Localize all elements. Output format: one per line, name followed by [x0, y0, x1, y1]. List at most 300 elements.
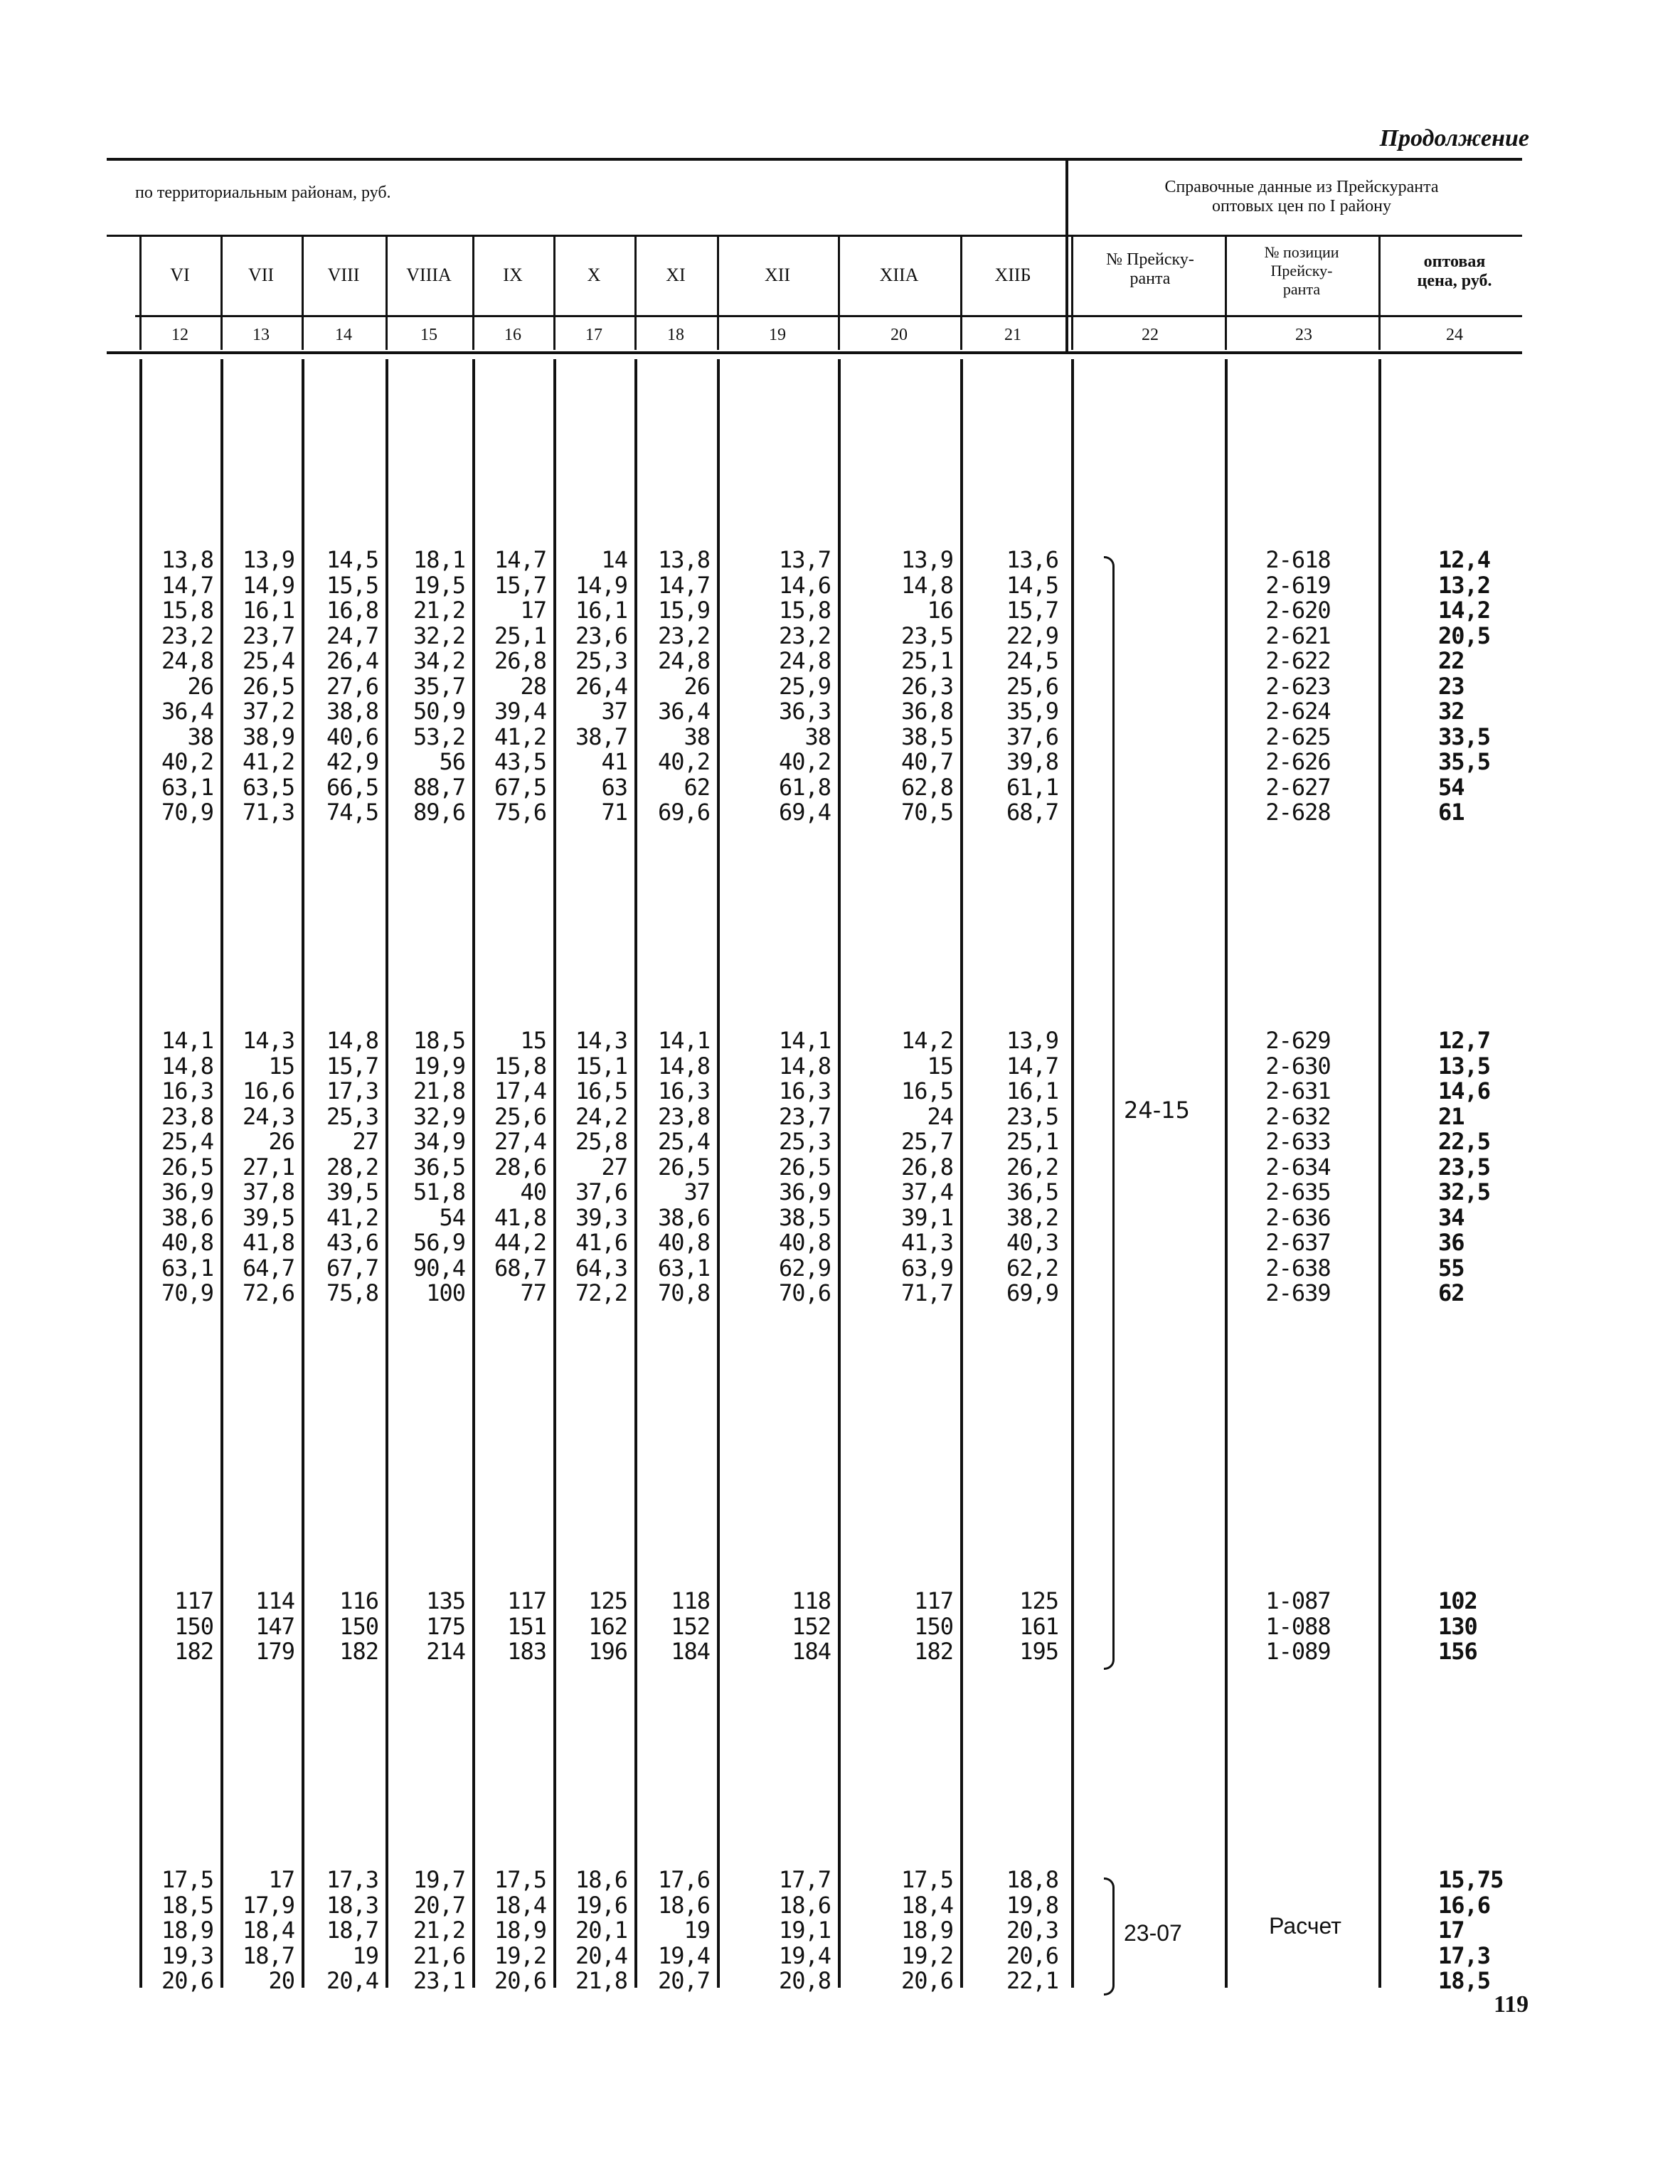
price-cell: 25,4	[242, 647, 294, 674]
price-cell: 27,6	[326, 672, 378, 700]
price-cell: 19,2	[494, 1941, 546, 1969]
price-cell: 20,6	[161, 1967, 213, 1994]
price-cell: 37,2	[242, 698, 294, 725]
price-cell: 23,8	[161, 1102, 213, 1130]
position-cell: 2-634	[1265, 1153, 1331, 1181]
region-column	[636, 1589, 710, 1665]
price-cell: 64,7	[242, 1254, 294, 1282]
price-cell: 17,6	[657, 1866, 710, 1893]
position-cell: 2-630	[1265, 1052, 1331, 1080]
region-column	[636, 1028, 710, 1306]
price-cell: 152	[792, 1612, 831, 1640]
header-column-divider	[1071, 236, 1073, 350]
price-cell: 21,8	[575, 1967, 627, 1994]
position-cell: 2-618	[1265, 546, 1331, 573]
price-cell: 15,8	[494, 1052, 546, 1080]
position-cell: 2-637	[1265, 1229, 1331, 1256]
price-cell: 17	[268, 1866, 294, 1893]
price-cell: 14,7	[494, 546, 546, 573]
price-cell: 41,8	[242, 1229, 294, 1256]
price-cell: 34,2	[413, 647, 465, 674]
price-cell: 14,8	[161, 1052, 213, 1080]
column-number: 24	[1446, 326, 1463, 344]
position-heading-2: Прейску-	[1270, 262, 1333, 279]
price-cell: 182	[174, 1638, 213, 1665]
price-cell: 21,2	[413, 597, 465, 624]
price-cell: 19,6	[575, 1891, 627, 1919]
price-cell: 13,9	[1006, 1027, 1058, 1054]
group-right-heading-1: Справочные данные из Прейскуранта	[1164, 178, 1439, 196]
price-cell: 17,4	[494, 1077, 546, 1104]
price-cell: 25,3	[326, 1102, 378, 1130]
price-cell: 37	[601, 698, 627, 725]
position-cell: 2-622	[1265, 647, 1331, 674]
price-cell: 14,6	[778, 571, 831, 599]
price-cell: 18,7	[242, 1941, 294, 1969]
pricelist-24-15: 24-15	[1124, 1097, 1190, 1124]
region-column	[141, 1868, 213, 1994]
price-cell: 114	[255, 1587, 294, 1614]
position-cell: 2-629	[1265, 1027, 1331, 1054]
price-cell: 41,6	[575, 1229, 627, 1256]
price-cell: 38,6	[161, 1203, 213, 1231]
price-cell: 17	[520, 597, 546, 624]
price-cell: 14,1	[657, 1027, 710, 1054]
price-cell: 182	[914, 1638, 953, 1665]
price-cell: 18,9	[900, 1917, 953, 1944]
price-cell: 14,5	[1006, 571, 1058, 599]
price-cell: 50,9	[413, 698, 465, 725]
price-cell: 18,6	[778, 1891, 831, 1919]
price-cell: 26	[187, 672, 213, 700]
pricelist-heading-1: № Прейску-	[1106, 250, 1194, 269]
column-number: 23	[1295, 326, 1312, 344]
price-cell: 38,2	[1006, 1203, 1058, 1231]
region-column	[474, 548, 546, 826]
price-cell: 36,3	[778, 698, 831, 725]
price-heading-2: цена, руб.	[1417, 272, 1492, 290]
price-cell: 147	[255, 1612, 294, 1640]
region-column	[636, 548, 710, 826]
price-cell: 15,7	[1006, 597, 1058, 624]
region-column	[141, 1589, 213, 1665]
price-cell: 16,5	[900, 1077, 953, 1104]
price-cell: 63,1	[161, 1254, 213, 1282]
region-heading: VI	[170, 265, 190, 285]
region-column	[962, 1028, 1058, 1306]
wholesale-price-cell: 15,75	[1438, 1866, 1504, 1893]
price-cell: 18,9	[494, 1917, 546, 1944]
price-cell: 24,3	[242, 1102, 294, 1130]
price-cell: 63,1	[657, 1254, 710, 1282]
price-cell: 38	[187, 723, 213, 750]
wholesale-price-cell: 102	[1438, 1587, 1477, 1614]
wholesale-price-cell: 61	[1438, 799, 1464, 826]
price-cell: 39,4	[494, 698, 546, 725]
price-cell: 69,6	[657, 799, 710, 826]
wholesale-price-cell: 54	[1438, 773, 1464, 801]
body-column-divider	[1071, 359, 1074, 1988]
region-column	[839, 548, 953, 826]
column-number: 21	[1004, 326, 1021, 344]
price-cell: 40,6	[326, 723, 378, 750]
price-cell: 15,5	[326, 571, 378, 599]
wholesale-price-cell: 21	[1438, 1102, 1464, 1130]
price-cell: 40,2	[161, 748, 213, 775]
position-cell: 2-633	[1265, 1128, 1331, 1155]
region-column	[474, 1868, 546, 1994]
region-column	[962, 1589, 1058, 1665]
wholesale-price-cell: 23,5	[1438, 1153, 1491, 1181]
position-cell: 2-638	[1265, 1254, 1331, 1282]
price-cell: 19	[684, 1917, 710, 1944]
column-number: 17	[585, 326, 602, 344]
price-cell: 17,3	[326, 1866, 378, 1893]
price-cell: 62	[684, 773, 710, 801]
price-cell: 40,7	[900, 748, 953, 775]
price-cell: 71,7	[900, 1279, 953, 1306]
price-cell: 61,8	[778, 773, 831, 801]
price-cell: 41,2	[494, 723, 546, 750]
price-cell: 19,4	[657, 1941, 710, 1969]
wholesale-price-cell: 32	[1438, 698, 1464, 725]
price-cell: 17,7	[778, 1866, 831, 1893]
price-cell: 36,5	[1006, 1178, 1058, 1205]
price-cell: 35,7	[413, 672, 465, 700]
price-cell: 24,2	[575, 1102, 627, 1130]
price-cell: 39,8	[1006, 748, 1058, 775]
price-cell: 20	[268, 1967, 294, 1994]
price-cell: 44,2	[494, 1229, 546, 1256]
price-cell: 62,2	[1006, 1254, 1058, 1282]
price-cell: 88,7	[413, 773, 465, 801]
price-cell: 14,7	[657, 571, 710, 599]
position-cell: 2-625	[1265, 723, 1331, 750]
price-cell: 24,8	[657, 647, 710, 674]
price-cell: 25,6	[1006, 672, 1058, 700]
wholesale-price-cell: 13,5	[1438, 1052, 1491, 1080]
price-cell: 16,6	[242, 1077, 294, 1104]
position-column	[1241, 1028, 1355, 1306]
price-cell: 184	[671, 1638, 710, 1665]
wholesale-price-cell: 13,2	[1438, 571, 1491, 599]
price-cell: 150	[339, 1612, 378, 1640]
price-cell: 41,3	[900, 1229, 953, 1256]
region-column	[474, 1589, 546, 1665]
region-column	[555, 1028, 627, 1306]
price-cell: 37	[684, 1178, 710, 1205]
position-cell: 2-632	[1265, 1102, 1331, 1130]
header-column-divider	[1378, 236, 1381, 350]
position-column	[1241, 1589, 1355, 1665]
price-cell: 19,9	[413, 1052, 465, 1080]
price-cell: 24	[927, 1102, 953, 1130]
price-cell: 28	[520, 672, 546, 700]
column-number: 19	[769, 326, 786, 344]
price-cell: 63,1	[161, 773, 213, 801]
price-cell: 43,6	[326, 1229, 378, 1256]
price-cell: 117	[174, 1587, 213, 1614]
position-cell: 2-623	[1265, 672, 1331, 700]
column-number: 12	[171, 326, 188, 344]
price-cell: 70,9	[161, 799, 213, 826]
price-cell: 24,5	[1006, 647, 1058, 674]
price-cell: 14,7	[161, 571, 213, 599]
price-cell: 23,7	[778, 1102, 831, 1130]
price-cell: 70,9	[161, 1279, 213, 1306]
region-heading: XII	[764, 265, 791, 285]
region-heading: X	[587, 265, 601, 285]
region-column	[303, 1028, 378, 1306]
price-cell: 23,5	[1006, 1102, 1058, 1130]
price-cell: 214	[426, 1638, 465, 1665]
price-cell: 41,2	[326, 1203, 378, 1231]
price-cell: 36,8	[900, 698, 953, 725]
header-rule-1	[107, 235, 1522, 237]
price-cell: 20,3	[1006, 1917, 1058, 1944]
price-cell: 24,7	[326, 622, 378, 649]
header-rule-2	[135, 315, 1522, 317]
price-cell: 72,6	[242, 1279, 294, 1306]
wholesale-price-cell: 55	[1438, 1254, 1464, 1282]
price-cell: 117	[507, 1587, 546, 1614]
region-column	[387, 1868, 465, 1994]
price-cell: 23,7	[242, 622, 294, 649]
price-cell: 175	[426, 1612, 465, 1640]
price-cell: 40,8	[657, 1229, 710, 1256]
price-cell: 54	[439, 1203, 465, 1231]
price-cell: 14,5	[326, 546, 378, 573]
region-column	[962, 548, 1058, 826]
price-cell: 26,5	[242, 672, 294, 700]
price-cell: 22,1	[1006, 1967, 1058, 1994]
price-cell: 23,8	[657, 1102, 710, 1130]
price-cell: 41,2	[242, 748, 294, 775]
wholesale-price-column	[1438, 1028, 1524, 1306]
price-cell: 118	[671, 1587, 710, 1614]
wholesale-price-cell: 32,5	[1438, 1178, 1491, 1205]
pricelist-heading-2: ранта	[1129, 270, 1171, 288]
price-cell: 19,1	[778, 1917, 831, 1944]
price-cell: 19,5	[413, 571, 465, 599]
price-cell: 13,9	[900, 546, 953, 573]
price-cell: 51,8	[413, 1178, 465, 1205]
price-cell: 17,9	[242, 1891, 294, 1919]
price-cell: 36,9	[161, 1178, 213, 1205]
price-cell: 20,7	[413, 1891, 465, 1919]
wholesale-price-cell: 17,3	[1438, 1941, 1491, 1969]
price-cell: 36,4	[161, 698, 213, 725]
price-cell: 135	[426, 1587, 465, 1614]
region-column	[303, 1868, 378, 1994]
price-cell: 25,4	[657, 1128, 710, 1155]
price-cell: 15	[268, 1052, 294, 1080]
price-cell: 18,4	[494, 1891, 546, 1919]
price-cell: 13,6	[1006, 546, 1058, 573]
wholesale-price-cell: 156	[1438, 1638, 1477, 1665]
price-cell: 26	[268, 1128, 294, 1155]
wholesale-price-column	[1438, 1589, 1524, 1665]
price-cell: 19,2	[900, 1941, 953, 1969]
price-cell: 16,5	[575, 1077, 627, 1104]
price-cell: 16,3	[657, 1077, 710, 1104]
top-rule	[107, 158, 1522, 161]
price-cell: 74,5	[326, 799, 378, 826]
wholesale-price-cell: 34	[1438, 1203, 1464, 1231]
price-cell: 36,4	[657, 698, 710, 725]
price-cell: 24,8	[778, 647, 831, 674]
price-cell: 38,8	[326, 698, 378, 725]
region-heading: XI	[666, 265, 686, 285]
price-cell: 17,5	[900, 1866, 953, 1893]
price-cell: 14,3	[575, 1027, 627, 1054]
price-cell: 16,1	[242, 597, 294, 624]
price-cell: 18,9	[161, 1917, 213, 1944]
price-cell: 38,7	[575, 723, 627, 750]
region-column	[962, 1868, 1058, 1994]
price-cell: 125	[1019, 1587, 1058, 1614]
price-cell: 37,6	[575, 1178, 627, 1205]
price-cell: 27,1	[242, 1153, 294, 1181]
column-number: 16	[504, 326, 521, 344]
price-cell: 25,8	[575, 1128, 627, 1155]
price-cell: 26	[684, 672, 710, 700]
region-column	[474, 1028, 546, 1306]
region-column	[718, 548, 831, 826]
price-cell: 38	[684, 723, 710, 750]
price-cell: 40,2	[778, 748, 831, 775]
price-cell: 14,1	[778, 1027, 831, 1054]
price-cell: 20,6	[1006, 1941, 1058, 1969]
price-cell: 66,5	[326, 773, 378, 801]
price-cell: 21,6	[413, 1941, 465, 1969]
region-column	[718, 1589, 831, 1665]
region-column	[555, 1868, 627, 1994]
price-cell: 26,8	[494, 647, 546, 674]
price-cell: 15,9	[657, 597, 710, 624]
region-column	[718, 1028, 831, 1306]
price-cell: 15	[520, 1027, 546, 1054]
price-cell: 15,8	[778, 597, 831, 624]
region-column	[222, 548, 294, 826]
price-cell: 39,5	[242, 1203, 294, 1231]
position-cell: 2-627	[1265, 773, 1331, 801]
region-column	[839, 1028, 953, 1306]
price-cell: 162	[588, 1612, 627, 1640]
wholesale-price-cell: 36	[1438, 1229, 1464, 1256]
group-right-heading-2: оптовых цен по I району	[1212, 197, 1391, 215]
price-heading-1: оптовая	[1423, 252, 1486, 271]
position-cell: 1-088	[1265, 1612, 1331, 1640]
price-cell: 67,5	[494, 773, 546, 801]
price-cell: 20,7	[657, 1967, 710, 1994]
region-heading: VIIIA	[406, 265, 452, 285]
price-cell: 26,8	[900, 1153, 953, 1181]
price-cell: 20,6	[494, 1967, 546, 1994]
position-cell: 2-639	[1265, 1279, 1331, 1306]
price-cell: 38,5	[900, 723, 953, 750]
price-cell: 27	[601, 1153, 627, 1181]
price-cell: 195	[1019, 1638, 1058, 1665]
region-column	[555, 548, 627, 826]
position-cell: 1-087	[1265, 1587, 1331, 1614]
column-number: 15	[420, 326, 437, 344]
body-column-divider	[1378, 359, 1381, 1988]
price-cell: 18,5	[413, 1027, 465, 1054]
price-cell: 25,1	[1006, 1128, 1058, 1155]
price-cell: 13,7	[778, 546, 831, 573]
price-cell: 19,7	[413, 1866, 465, 1893]
price-cell: 15,7	[326, 1052, 378, 1080]
price-cell: 37,6	[1006, 723, 1058, 750]
price-cell: 61,1	[1006, 773, 1058, 801]
position-cell: 2-626	[1265, 748, 1331, 775]
price-cell: 39,3	[575, 1203, 627, 1231]
price-cell: 118	[792, 1587, 831, 1614]
pricelist-brace-24-15	[1104, 556, 1115, 1670]
price-cell: 26,4	[326, 647, 378, 674]
price-cell: 150	[174, 1612, 213, 1640]
price-cell: 40	[520, 1178, 546, 1205]
header-bottom-rule	[107, 351, 1522, 354]
price-cell: 38,5	[778, 1203, 831, 1231]
price-cell: 67,7	[326, 1254, 378, 1282]
body-column-divider	[1225, 359, 1228, 1988]
price-cell: 38	[804, 723, 831, 750]
price-cell: 22,9	[1006, 622, 1058, 649]
position-cell: 2-620	[1265, 597, 1331, 624]
price-cell: 25,3	[575, 647, 627, 674]
price-cell: 62,9	[778, 1254, 831, 1282]
price-cell: 25,7	[900, 1128, 953, 1155]
price-cell: 15,8	[161, 597, 213, 624]
price-cell: 125	[588, 1587, 627, 1614]
price-cell: 179	[255, 1638, 294, 1665]
price-cell: 70,5	[900, 799, 953, 826]
price-cell: 18,8	[1006, 1866, 1058, 1893]
price-cell: 16,8	[326, 597, 378, 624]
price-cell: 19,8	[1006, 1891, 1058, 1919]
price-cell: 41,8	[494, 1203, 546, 1231]
price-cell: 23,6	[575, 622, 627, 649]
wholesale-price-cell: 33,5	[1438, 723, 1491, 750]
column-number: 18	[667, 326, 684, 344]
wholesale-price-cell: 62	[1438, 1279, 1464, 1306]
pricelist-23-07: 23-07	[1124, 1920, 1182, 1946]
position-column	[1241, 548, 1355, 826]
price-cell: 63,9	[900, 1254, 953, 1282]
price-cell: 13,9	[242, 546, 294, 573]
price-cell: 14	[601, 546, 627, 573]
price-cell: 19,4	[778, 1941, 831, 1969]
wholesale-price-column	[1438, 1868, 1524, 1994]
price-cell: 183	[507, 1638, 546, 1665]
position-cell: 2-636	[1265, 1203, 1331, 1231]
price-cell: 70,8	[657, 1279, 710, 1306]
region-column	[222, 1868, 294, 1994]
price-cell: 26,5	[657, 1153, 710, 1181]
price-cell: 184	[792, 1638, 831, 1665]
price-cell: 32,9	[413, 1102, 465, 1130]
price-cell: 41	[601, 748, 627, 775]
region-column	[387, 1028, 465, 1306]
price-cell: 75,6	[494, 799, 546, 826]
price-cell: 39,1	[900, 1203, 953, 1231]
region-column	[303, 548, 378, 826]
price-cell: 196	[588, 1638, 627, 1665]
price-cell: 19,3	[161, 1941, 213, 1969]
wholesale-price-cell: 23	[1438, 672, 1464, 700]
